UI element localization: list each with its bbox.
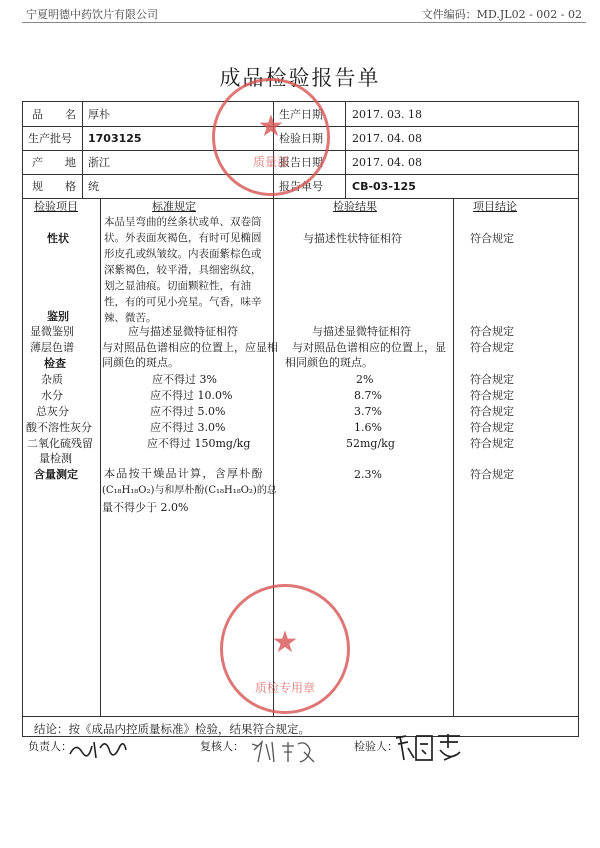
conclusion-tlc: 符合规定	[470, 341, 514, 354]
standard-assay-line3: 量不得少于 2.0%	[102, 501, 189, 514]
reviewer-signature	[248, 736, 318, 770]
item-traits: 性状	[47, 232, 69, 245]
conclusion-assay: 符合规定	[470, 468, 514, 481]
conclusion-impurity: 符合规定	[470, 373, 514, 386]
final-conclusion: 结论：按《成品内控质量标准》检验，结果符合规定。	[34, 722, 310, 736]
spec-value: 统	[88, 180, 99, 193]
standard-tlc-line2: 同颜色的斑点。	[102, 356, 179, 369]
batch-label: 生产批号	[28, 132, 72, 145]
item-acid-insoluble-ash: 酸不溶性灰分	[26, 421, 92, 434]
result-traits: 与描述性状特征相符	[303, 232, 402, 245]
item-tlc: 薄层色谱	[30, 341, 74, 354]
conclusion-traits: 符合规定	[470, 232, 514, 245]
col-divider	[100, 198, 101, 716]
standard-total-ash: 应不得过 5.0%	[150, 405, 226, 418]
header-doc-number: 文件编码：MD.JL02 - 002 - 02	[421, 8, 582, 21]
conclusion-moisture: 符合规定	[470, 389, 514, 402]
standard-moisture: 应不得过 10.0%	[150, 389, 233, 402]
report-date-label: 报告日期	[279, 156, 323, 169]
reviewer-label: 复核人：	[200, 740, 244, 753]
spec-label: 规 格	[32, 180, 76, 193]
item-impurity: 杂质	[41, 373, 63, 386]
conclusion-microscopic: 符合规定	[470, 325, 514, 338]
standard-traits: 本品呈弯曲的丝条状或单、双卷筒状。外表面灰褐色，有时可见椭圆形皮孔或纵皱纹。内表面紫棕色或深紫褐色，较平滑，具细密纵纹，划之显油痕。切面颗粒性，有油性，有的可见小亮星。气香，味辛辣、微苦。	[104, 216, 262, 324]
standard-tlc-line1: 与对照品色谱相应的位置上，应显相	[102, 341, 278, 354]
column-header-standard: 标准规定	[152, 200, 196, 213]
standard-assay-line1: 本品按干燥品计算，含厚朴酚	[104, 467, 264, 480]
origin-value: 浙江	[88, 156, 110, 169]
production-date-label: 生产日期	[279, 108, 323, 121]
item-assay: 含量测定	[34, 468, 78, 481]
result-tlc-line2: 相同颜色的斑点。	[285, 356, 373, 369]
result-total-ash: 3.7%	[354, 405, 382, 418]
standard-microscopic: 应与描述显微特征相符	[128, 325, 238, 338]
item-so2-line2: 量检测	[39, 452, 72, 465]
name-label: 品 名	[32, 108, 76, 121]
col-divider	[345, 102, 346, 198]
standard-impurity: 应不得过 3%	[152, 373, 217, 386]
standard-assay-line2: (C₁₈H₁₈O₂)与和厚朴酚(C₁₈H₁₈O₂)的总	[102, 485, 277, 496]
page-title: 成品检验报告单	[219, 66, 381, 90]
item-microscopic: 显微鉴别	[30, 325, 74, 338]
item-identification: 鉴别	[47, 310, 69, 323]
test-date-value: 2017. 04. 08	[352, 132, 422, 145]
production-date-value: 2017. 03. 18	[352, 108, 422, 121]
header-company: 宁夏明德中药饮片有限公司	[26, 8, 158, 21]
col-divider	[453, 198, 454, 716]
column-header-result: 检验结果	[333, 200, 377, 213]
inspector-label: 检验人：	[354, 740, 398, 753]
standard-so2: 应不得过 150mg/kg	[147, 437, 251, 450]
item-total-ash: 总灰分	[36, 405, 69, 418]
test-date-label: 检验日期	[279, 132, 323, 145]
report-number-value: CB-03-125	[352, 180, 416, 193]
item-inspection: 检查	[44, 357, 66, 370]
standard-acid-insoluble-ash: 应不得过 3.0%	[150, 421, 226, 434]
item-so2-line1: 二氧化硫残留	[27, 437, 93, 450]
quality-inspection-seal: ★ 质检专用章	[220, 584, 350, 714]
result-acid-insoluble-ash: 1.6%	[354, 421, 382, 434]
result-assay: 2.3%	[354, 468, 382, 481]
origin-label: 产 地	[32, 156, 76, 169]
row-divider	[23, 198, 578, 199]
result-tlc-line1: 与对照品色谱相应的位置上，显	[292, 341, 446, 354]
header-divider	[22, 22, 586, 23]
row-divider	[23, 716, 578, 717]
result-so2: 52mg/kg	[346, 437, 395, 450]
inspector-signature	[392, 730, 464, 768]
batch-value: 1703125	[88, 132, 142, 145]
item-moisture: 水分	[41, 389, 63, 402]
quality-department-stamp: ★ 质量部	[212, 78, 330, 196]
col-divider	[82, 102, 83, 198]
conclusion-so2: 符合规定	[470, 437, 514, 450]
responsible-label: 负责人：	[28, 740, 72, 753]
responsible-signature	[66, 734, 128, 768]
column-header-conclusion: 项目结论	[473, 200, 517, 213]
result-microscopic: 与描述显微特征相符	[312, 325, 411, 338]
result-moisture: 8.7%	[354, 389, 382, 402]
conclusion-acid-insoluble-ash: 符合规定	[470, 421, 514, 434]
report-number-label: 报告单号	[279, 180, 323, 193]
report-date-value: 2017. 04. 08	[352, 156, 422, 169]
name-value: 厚朴	[88, 108, 110, 121]
result-impurity: 2%	[356, 373, 374, 386]
column-header-item: 检验项目	[34, 200, 78, 213]
conclusion-total-ash: 符合规定	[470, 405, 514, 418]
